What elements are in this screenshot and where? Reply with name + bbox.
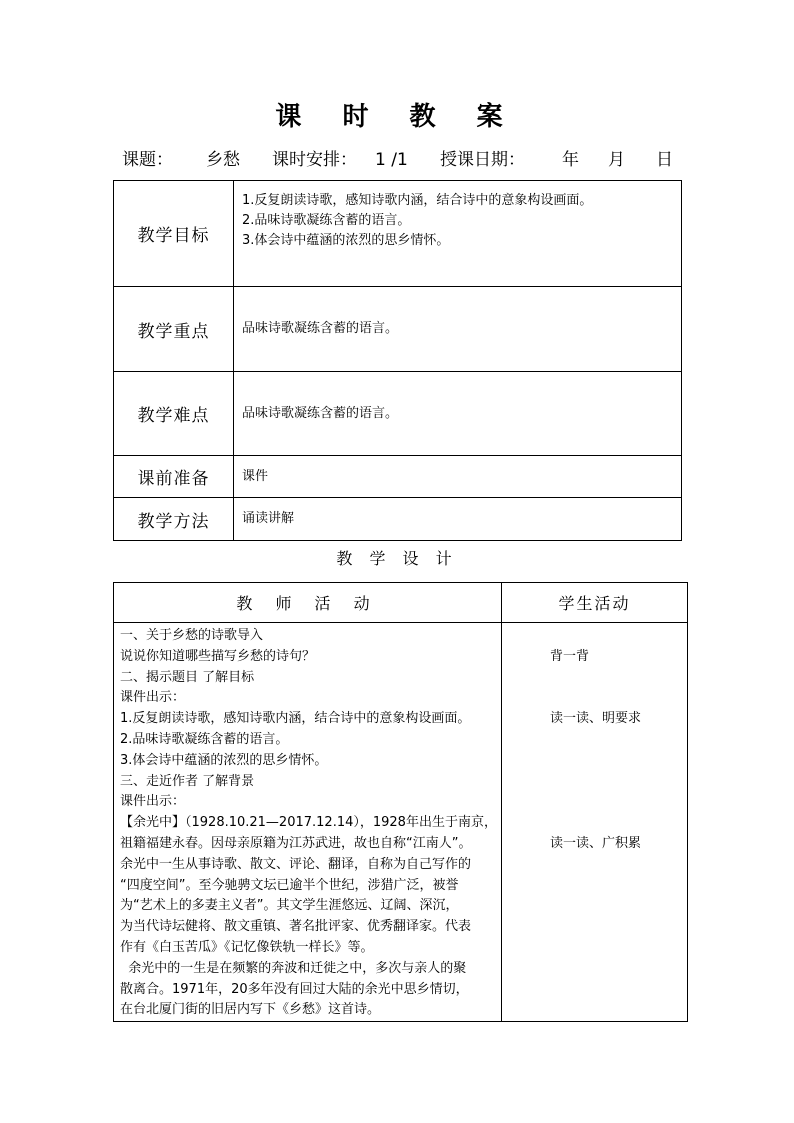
student-activity-content (502, 623, 688, 1022)
teacher-line: 在台北厦门街的旧居内写下《乡愁》这首诗。 (120, 1002, 381, 1018)
teacher-line: 2.品味诗歌凝练含蓄的语言。 (120, 731, 289, 747)
teacher-line: 祖籍福建永春。因母亲原籍为江苏武进，故也自称“江南人”。 (120, 835, 472, 851)
teacher-line: 课件出示： (120, 794, 186, 810)
teacher-line: “四度空间”。至今驰骋文坛已逾半个世纪，涉猎广泛，被誉 (120, 877, 459, 893)
month-label: 月 (608, 150, 625, 170)
goals-content (234, 181, 682, 287)
difficult-points-value: 品味诗歌凝练含蓄的语言。 (234, 372, 682, 456)
schedule-label: 课时安排： (272, 150, 357, 170)
teacher-line: 二、揭示题目 了解目标 (120, 669, 255, 685)
goal-item: 2.品味诗歌凝练含蓄的语言。 (242, 213, 411, 228)
teacher-line: 3.体会诗中蕴涵的浓烈的思乡情怀。 (120, 752, 328, 768)
date-label: 授课日期： (440, 150, 525, 170)
goal-item: 1.反复朗读诗歌，感知诗歌内涵，结合诗中的意象构设画面。 (242, 193, 593, 208)
student-activity-header: 学生活动 (502, 583, 688, 623)
lesson-plan-table (113, 180, 682, 541)
teaching-design-table (113, 582, 688, 1022)
method-row (114, 498, 682, 541)
teacher-activity-content (114, 623, 502, 1022)
teacher-activity-header: 教 师 活 动 (114, 583, 502, 623)
page-title: 课 时 教 案 (275, 102, 519, 132)
goals-label: 教学目标 (114, 181, 234, 287)
student-activity-item: 读一读、明要求 (550, 711, 642, 726)
teacher-line: 余光中一生从事诗歌、散文、评论、翻译，自称为自己写作的 (120, 856, 472, 872)
teacher-line: 【余光中】（1928.10.21—2017.12.14），1928年出生于南京， (120, 815, 497, 831)
teacher-line: 为“艺术上的多妻主义者”。其文学生涯悠远、辽阔、深沉， (120, 898, 459, 914)
student-activity-item: 读一读、广积累 (550, 836, 642, 851)
key-points-row (114, 287, 682, 372)
student-activity-item: 背一背 (550, 649, 590, 664)
teacher-line: 1.反复朗读诗歌，感知诗歌内涵，结合诗中的意象构设画面。 (120, 711, 471, 727)
goals-row (114, 181, 682, 287)
year-label: 年 (562, 150, 579, 170)
teacher-line: 为当代诗坛健将、散文重镇、著名批评家、优秀翻译家。代表 (120, 919, 472, 935)
goal-item: 3.体会诗中蕴涵的浓烈的思乡情怀。 (242, 233, 450, 248)
preparation-value: 课件 (234, 456, 682, 498)
teacher-line: 三、走近作者 了解背景 (120, 773, 255, 789)
design-title: 教 学 设 计 (336, 549, 458, 568)
key-points-value: 品味诗歌凝练含蓄的语言。 (234, 287, 682, 372)
method-label: 教学方法 (114, 498, 234, 541)
topic-label: 课题： (122, 150, 173, 170)
difficult-points-row (114, 372, 682, 456)
day-label: 日 (656, 150, 673, 170)
teacher-line: 说说你知道哪些描写乡愁的诗句？ (120, 648, 316, 664)
teacher-line: 散离合。1971年，20多年没有回过大陆的余光中思乡情切， (120, 981, 469, 997)
design-header-row (114, 583, 688, 623)
difficult-points-label: 教学难点 (114, 372, 234, 456)
teacher-line: 作有《白玉苦瓜》《记忆像铁轨一样长》等。 (120, 939, 374, 955)
method-value: 诵读讲解 (234, 498, 682, 541)
topic-value: 乡愁 (206, 150, 240, 170)
teacher-line: 课件出示： (120, 690, 186, 706)
teacher-line: 一、关于乡愁的诗歌导入 (120, 628, 264, 643)
schedule-value: 1 /1 (375, 150, 408, 170)
teacher-line: 余光中的一生是在频繁的奔波和迁徙之中，多次与亲人的聚 (120, 960, 467, 976)
key-points-label: 教学重点 (114, 287, 234, 372)
preparation-label: 课前准备 (114, 456, 234, 498)
design-body-row (114, 623, 688, 1022)
preparation-row (114, 456, 682, 498)
